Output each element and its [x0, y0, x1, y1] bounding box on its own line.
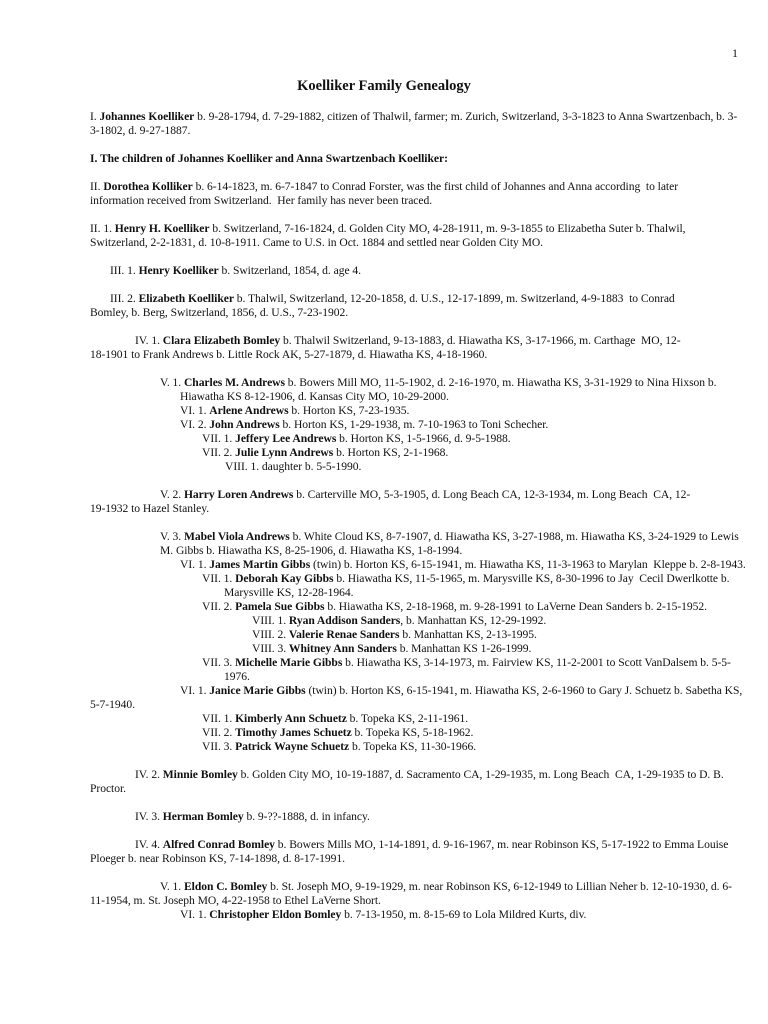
genealogy-entry — [90, 880, 746, 908]
person-details: b. Horton KS, 7-23-1935. — [288, 404, 410, 417]
genealogy-entry — [90, 768, 746, 796]
genealogy-entry — [90, 838, 746, 866]
person-name: Kimberly Ann Schuetz — [235, 712, 347, 725]
person-details: b. Thalwil, Switzerland, 12-20-1858, d. U.S., 12-17-1899, m. Switzerland, 4-9-1883 to Conrad Bomley, b. Berg, Switzerland, 1856, d. U.S., 7-23-1902. — [90, 292, 726, 319]
person-name: Jeffery Lee Andrews — [235, 432, 337, 445]
person-details: b. Manhattan KS 1-26-1999. — [396, 642, 532, 655]
section-heading: I. The children of Johannes Koelliker and Anna Swartzenbach Koelliker: — [90, 152, 448, 165]
person-name: Harry Loren Andrews — [183, 488, 294, 501]
genealogy-entry — [90, 432, 746, 446]
generation-number: VIII. 1. — [225, 460, 262, 473]
generation-number: VII. 1. — [202, 432, 236, 445]
person-details: b. 7-13-1950, m. 8-15-69 to Lola Mildred Kurts, div. — [341, 908, 587, 921]
genealogy-entry — [90, 600, 746, 614]
genealogy-entry — [90, 446, 746, 460]
person-name: Deborah Kay Gibbs — [235, 572, 334, 585]
person-name: Ryan Addison Sanders — [288, 614, 401, 627]
person-details: b. Hiawatha KS, 11-5-1965, m. Marysville KS, 8-30-1996 to Jay Cecil Dwerlkotte b. Marysville KS, 12-28-1964. — [224, 572, 733, 599]
document-title: Koelliker Family Genealogy — [297, 78, 471, 94]
generation-number: VII. 2. — [202, 446, 236, 459]
genealogy-entry — [90, 530, 746, 558]
genealogy-entry — [90, 460, 746, 474]
person-details: b. 9-??-1888, d. in infancy. — [243, 810, 370, 823]
generation-number: VIII. 1. — [252, 614, 289, 627]
genealogy-entry — [90, 810, 746, 824]
person-name: Dorothea Kolliker — [103, 180, 193, 193]
genealogy-entry — [90, 908, 746, 922]
genealogy-entry — [90, 740, 746, 754]
person-details: b. Bowers Mills MO, 1-14-1891, d. 9-16-1967, m. near Robinson KS, 5-17-1922 to Emma Louise Ploeger b. near Robinson KS, 7-14-1898, d. 8-17-1991. — [90, 838, 732, 865]
generation-number: VII. 2. — [202, 726, 236, 739]
genealogy-entry — [90, 642, 746, 656]
generation-number: IV. 4. — [135, 838, 163, 851]
person-name: Herman Bomley — [162, 810, 244, 823]
generation-number: V. 3. — [160, 530, 184, 543]
person-details: b. Golden City MO, 10-19-1887, d. Sacramento CA, 1-29-1935, m. Long Beach CA, 1-29-1935 to D. B. Proctor. — [90, 768, 727, 795]
person-name: Julie Lynn Andrews — [235, 446, 334, 459]
person-name: Johannes Koelliker — [99, 110, 195, 123]
genealogy-entry — [90, 376, 746, 404]
person-name: Elizabeth Koelliker — [138, 292, 234, 305]
person-details: b. 6-14-1823, m. 6-7-1847 to Conrad Forster, was the first child of Johannes and Anna according to later information received from Switzerland. Her family has never been traced. — [90, 180, 707, 207]
page-number: 1 — [732, 46, 738, 60]
person-name: James Martin Gibbs — [209, 558, 311, 571]
person-name: Janice Marie Gibbs — [209, 684, 306, 697]
generation-number: V. 1. — [160, 376, 184, 389]
person-details: b. Switzerland, 1854, d. age 4. — [218, 264, 361, 277]
person-details: b. Topeka KS, 11-30-1966. — [349, 740, 477, 753]
person-name: Whitney Ann Sanders — [288, 642, 397, 655]
person-details: b. Horton KS, 1-29-1938, m. 7-10-1963 to Toni Schecher. — [279, 418, 549, 431]
generation-number: VI. 1. — [180, 558, 210, 571]
person-name: Patrick Wayne Schuetz — [235, 740, 350, 753]
generation-number: IV. 2. — [135, 768, 163, 781]
genealogy-entry — [90, 334, 755, 362]
person-details: b. Topeka KS, 5-18-1962. — [351, 726, 474, 739]
genealogy-entry — [90, 712, 746, 726]
person-details: b. Horton KS, 1-5-1966, d. 9-5-1988. — [336, 432, 511, 445]
person-details: b. Horton KS, 2-1-1968. — [333, 446, 449, 459]
genealogy-entry — [90, 292, 746, 320]
genealogy-entry — [90, 110, 746, 138]
generation-number: V. 2. — [160, 488, 184, 501]
person-details: (twin) b. Horton KS, 6-15-1941, m. Hiawatha KS, 11-3-1963 to Marylan Kleppe b. 2-8-1943. — [310, 558, 746, 571]
person-name: Minnie Bomley — [162, 768, 238, 781]
genealogy-entry — [90, 684, 746, 712]
generation-number: IV. 1. — [135, 334, 163, 347]
generation-number: VII. 3. — [202, 740, 236, 753]
genealogy-entry — [90, 404, 746, 418]
person-details: daughter b. 5-5-1990. — [261, 460, 362, 473]
person-name: Clara Elizabeth Bomley — [162, 334, 281, 347]
genealogy-entry — [90, 572, 746, 600]
person-name: Henry Koelliker — [138, 264, 219, 277]
genealogy-entry — [90, 726, 746, 740]
genealogy-entry — [90, 558, 746, 572]
person-name: Henry H. Koelliker — [114, 222, 210, 235]
generation-number: VIII. 3. — [252, 642, 289, 655]
generation-number: VIII. 2. — [252, 628, 289, 641]
person-name: Alfred Conrad Bomley — [162, 838, 275, 851]
person-name: Arlene Andrews — [209, 404, 289, 417]
person-name: Valerie Renae Sanders — [288, 628, 400, 641]
person-name: Timothy James Schuetz — [235, 726, 352, 739]
genealogy-entry — [90, 418, 746, 432]
generation-number: V. 1. — [160, 880, 184, 893]
genealogy-entry — [90, 628, 746, 642]
person-name: Eldon C. Bomley — [183, 880, 268, 893]
generation-number: VI. 1. — [180, 404, 210, 417]
genealogy-entry — [90, 614, 746, 628]
person-name: Christopher Eldon Bomley — [209, 908, 342, 921]
person-details: b. Switzerland, 7-16-1824, d. Golden City MO, 4-28-1911, m. 9-3-1855 to Elizabetha Suter b. Thalwil, Switzerland, 2-2-1831, d. 10-8-1911. Came to U.S. in Oct. 1884 and settled near Golden City MO. — [90, 222, 689, 249]
generation-number: VII. 1. — [202, 712, 236, 725]
generation-number: VI. 1. — [180, 684, 210, 697]
person-details: b. 9-28-1794, d. 7-29-1882, citizen of Thalwil, farmer; m. Zurich, Switzerland, 3-3-1823 to Anna Swartzenbach, b. 3-3-1802, d. 9-27-1887. — [90, 110, 738, 137]
person-details: b. Carterville MO, 5-3-1905, d. Long Beach CA, 12-3-1934, m. Long Beach CA, 12- 19-1932 to Hazel Stanley. — [90, 488, 765, 515]
person-details: b. Hiawatha KS, 3-14-1973, m. Fairview KS, 11-2-2001 to Scott VanDalsem b. 5-5-1976. — [224, 656, 731, 683]
generation-number: VI. 1. — [180, 908, 210, 921]
person-details: b. Bowers Mill MO, 11-5-1902, d. 2-16-1970, m. Hiawatha KS, 3-31-1929 to Nina Hixson b. Hiawatha KS 8-12-1906, d. Kansas City MO, 10-29-2000. — [180, 376, 720, 403]
genealogy-entry — [90, 180, 746, 208]
generation-number: II. — [90, 180, 104, 193]
person-details: b. St. Joseph MO, 9-19-1929, m. near Robinson KS, 6-12-1949 to Lillian Neher b. 12-10-1930, d. 6-11-1954, m. St. Joseph MO, 4-22-1958 to Ethel LaVerne Short. — [90, 880, 732, 907]
generation-number: II. 1. — [90, 222, 115, 235]
person-details: b. Topeka KS, 2-11-1961. — [346, 712, 469, 725]
genealogy-body — [90, 110, 765, 922]
person-details: b. Thalwil Switzerland, 9-13-1883, d. Hiawatha KS, 3-17-1966, m. Carthage MO, 12- 18-1901 to Frank Andrews b. Little Rock AK, 5-27-1879, d. Hiawatha KS, 4-18-1960. — [90, 334, 755, 361]
person-details: b. Hiawatha KS, 2-18-1968, m. 9-28-1991 to LaVerne Dean Sanders b. 2-15-1952. — [324, 600, 707, 613]
person-details: b. Manhattan KS, 2-13-1995. — [399, 628, 537, 641]
person-name: Michelle Marie Gibbs — [235, 656, 343, 669]
person-details: b. White Cloud KS, 8-7-1907, d. Hiawatha KS, 3-27-1988, m. Hiawatha KS, 3-24-1929 to Lewis M. Gibbs b. Hiawatha KS, 8-25-1906, d. Hiawatha KS, 1-8-1994. — [160, 530, 742, 557]
person-name: Charles M. Andrews — [183, 376, 285, 389]
genealogy-entry — [90, 264, 746, 278]
generation-number: VII. 2. — [202, 600, 236, 613]
generation-number: I. — [90, 110, 100, 123]
generation-number: VII. 3. — [202, 656, 236, 669]
generation-number: IV. 3. — [135, 810, 163, 823]
person-name: John Andrews — [209, 418, 280, 431]
person-details: , b. Manhattan KS, 12-29-1992. — [400, 614, 547, 627]
person-name: Pamela Sue Gibbs — [235, 600, 325, 613]
genealogy-entry — [90, 656, 746, 684]
generation-number: III. 2. — [110, 292, 139, 305]
person-details: (twin) b. Horton KS, 6-15-1941, m. Hiawatha KS, 2-6-1960 to Gary J. Schuetz b. Sabetha KS, 5-7-1940. — [90, 684, 746, 711]
generation-number: VI. 2. — [180, 418, 210, 431]
person-name: Mabel Viola Andrews — [183, 530, 290, 543]
generation-number: III. 1. — [110, 264, 139, 277]
genealogy-entry — [90, 488, 765, 516]
genealogy-entry — [90, 222, 746, 250]
generation-number: VII. 1. — [202, 572, 236, 585]
